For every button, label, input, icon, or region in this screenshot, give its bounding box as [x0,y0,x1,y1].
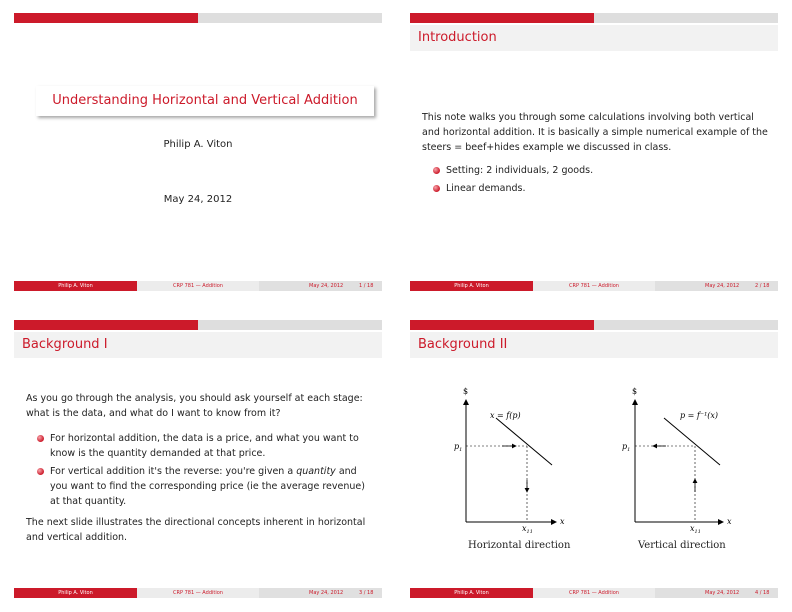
footer-course: CRP 781 — Addition [137,281,259,291]
footer-page: 3 / 18 [359,590,374,596]
intro-bullet-list [430,163,770,196]
slide-top-bar [14,13,382,23]
background-paragraph-1: As you go through the analysis, you should ask yourself at each stage: what is the data, and what do I want to know from it? [26,393,363,419]
slide-footer [14,588,382,598]
author-name: Philip A. Viton [163,139,233,150]
demand-curve [496,418,552,465]
slide-footer [410,281,778,291]
presentation-date: May 24, 2012 [163,194,233,205]
price-tick-label: $p_1$ [454,442,463,453]
curve-label: x = f(p) [490,411,521,420]
footer-course: CRP 781 — Addition [533,588,655,598]
footer-page: 4 / 18 [755,590,770,596]
footer-course: CRP 781 — Addition [533,281,655,291]
price-tick-label: $p_1$ [622,442,631,453]
frame-title: Background II [410,332,778,358]
list-item: For vertical addition it's the reverse: you're given a quantity and you want to find the corresponding price (ie the average revenue) at that quantity. [34,464,372,509]
bullet-icon [37,435,44,442]
slide-1 [14,13,382,291]
horizontal-direction-caption: Horizontal direction [468,540,571,551]
bullet-icon [433,185,440,192]
bullet-icon [37,468,44,475]
footer-page: 2 / 18 [755,283,770,289]
footer-date: May 24, 2012 [309,283,344,289]
x-axis-label: x [560,517,565,526]
slide-top-bar [410,13,778,23]
footer-author: Philip A. Viton [410,281,533,291]
footer-date: May 24, 2012 [705,283,740,289]
list-item: Setting: 2 individuals, 2 goods. [430,163,770,178]
footer-author: Philip A. Viton [14,588,137,598]
footer-page: 1 / 18 [359,283,374,289]
vertical-direction-caption: Vertical direction [638,540,726,551]
horizontal-direction-diagram [454,387,565,535]
x-axis-label: x [727,517,732,526]
intro-paragraph: This note walks you through some calculations involving both vertical and horizontal addition. It is basically a simple numerical example of the steers = beef+hides example we discussed in class. [422,112,768,153]
direction-diagrams [410,320,778,598]
slide-3 [14,320,382,598]
bullet-icon [433,167,440,174]
background-paragraph-2: The next slide illustrates the directional concepts inherent in horizontal and vertical addition. [26,517,366,543]
footer-course: CRP 781 — Addition [137,588,259,598]
slide-top-bar [14,320,382,330]
footer-date: May 24, 2012 [309,590,344,596]
y-axis-label: $ [463,387,469,396]
footer-author: Philip A. Viton [410,588,533,598]
footer-author: Philip A. Viton [14,281,137,291]
inverse-demand-curve [664,418,720,465]
slide-footer [410,588,778,598]
list-item: Linear demands. [430,181,770,196]
presentation-title: Understanding Horizontal and Vertical Addition [36,86,374,116]
list-item: For horizontal addition, the data is a price, and what you want to know is the quantity demanded at that price. [34,431,372,461]
quantity-tick-label: $x_{11}$ [690,524,701,535]
slide-4 [410,320,778,598]
footer-date: May 24, 2012 [705,590,740,596]
y-axis-label: $ [632,387,638,396]
slide-footer [14,281,382,291]
slide-2 [410,13,778,291]
vertical-direction-diagram [622,387,732,535]
background-bullet-list [34,431,372,509]
quantity-tick-label: $x_{11}$ [522,524,533,535]
curve-label: p = f⁻¹(x) [680,411,719,420]
frame-title: Introduction [410,25,778,51]
frame-title: Background I [14,332,382,358]
